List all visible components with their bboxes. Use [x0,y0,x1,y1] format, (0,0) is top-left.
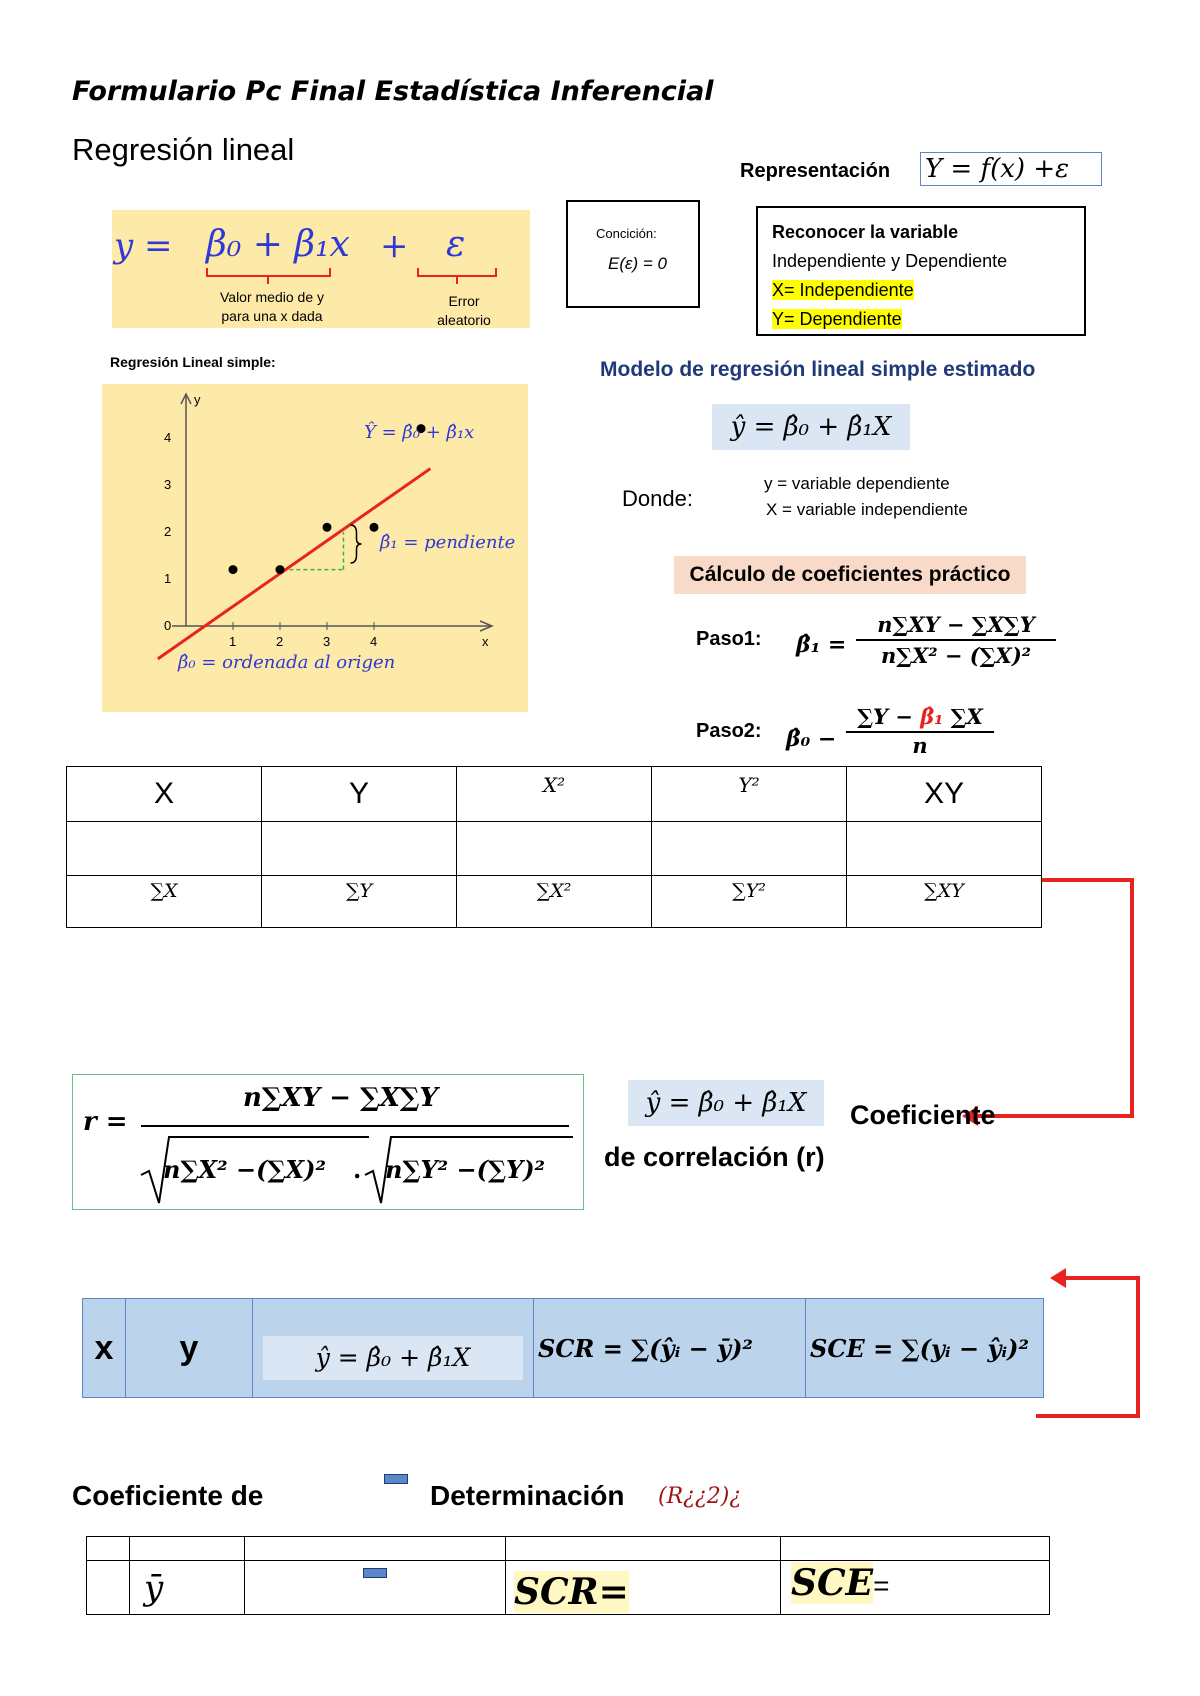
estimated-model-title: Modelo de regresión lineal simple estimado [600,358,1036,381]
def-y: y = variable dependiente [764,474,950,493]
sum-x: ∑X [67,876,262,928]
y-axis-label: y [194,392,201,407]
condition-formula: E(ε) = 0 [608,254,667,273]
col-y: y [126,1299,253,1398]
model-y: y = [114,226,173,266]
correlation-label-line1: Coeficiente [850,1100,996,1130]
table-cell[interactable] [506,1537,781,1561]
table-cell[interactable] [781,1537,1050,1561]
minus-icon [363,1568,387,1578]
header-y: Y [262,767,457,822]
model-plus: + [380,226,409,266]
arrow-from-table [1036,1278,1138,1416]
condition-title: Concición: [596,226,657,241]
x-axis-label: x [482,634,489,649]
x-tick-label: 2 [276,634,284,649]
step2-num-a: ∑Y − [857,704,913,729]
sce-equals: = [873,1570,890,1601]
section-title: Regresión lineal [72,132,295,167]
intercept-label: β̂₀ = ordenada al origen [178,652,396,673]
col-scr: SCR = ∑(ŷᵢ − ȳ)² [534,1299,806,1398]
minus-icon [384,1474,408,1484]
correlation-formula-box [72,1074,584,1210]
table-cell[interactable] [87,1561,130,1615]
table-cell[interactable] [87,1537,130,1561]
dependent-line: Y= Dependiente [772,309,902,329]
determination-label-b: Determinación [430,1480,625,1511]
step2-denominator: n [912,733,928,758]
table-cell[interactable] [245,1537,506,1561]
r-den-a: n∑X² −(∑X)² [163,1155,327,1184]
def-x: X = variable independiente [766,500,968,519]
ybar-cell: ȳ [130,1561,245,1615]
y-tick-label: 3 [164,477,172,492]
header-x: X [67,767,262,822]
determination-symbol: (R¿¿2)¿ [658,1484,742,1509]
arrow-to-correlation [968,880,1132,1116]
slope-label: β̂₁ = pendiente [380,532,516,553]
col-model [253,1299,534,1398]
page-title: Formulario Pc Final Estadística Inferencial [72,76,714,107]
determination-label-a: Coeficiente de [72,1480,264,1511]
representation-formula: Y = f(x) +ε [920,152,1102,186]
step2-num-b: β̂₁ [920,704,944,729]
step2-num-c: ∑X [950,704,983,729]
y-tick-label: 4 [164,430,172,445]
step2-lhs: β̂₀ − [786,726,837,752]
model-beta-terms: β₀ + β₁x [206,224,350,265]
mean-note: Valor medio de y para una x dada [219,289,324,324]
arrow-head-table [1050,1268,1066,1288]
sum-xy: ∑XY [847,876,1042,928]
header-x2: X² [457,767,652,822]
step1-lhs: β̂₁ = [796,632,847,658]
error-note: Error aleatorio [437,293,491,328]
variable-subtitle: Independiente y Dependiente [772,251,1008,271]
x-tick-label: 3 [323,634,331,649]
representation-label: Representación [740,160,891,182]
table-cell[interactable] [130,1537,245,1561]
estimated-model-formula: ŷ = β̂₀ + β̂₁X [712,404,910,450]
independent-line: X= Independiente [772,280,914,300]
header-xy: XY [847,767,1042,822]
blue-model-formula: ŷ = β̂₀ + β̂₁X [263,1336,523,1380]
header-y2: Y² [652,767,847,822]
minus-cell [245,1561,506,1615]
sce-label: SCE [791,1562,874,1604]
sum-y2: ∑Y² [652,876,847,928]
col-x: x [83,1299,126,1398]
practical-title: Cálculo de coeficientes práctico [674,556,1026,594]
sce-cell [781,1561,1050,1615]
sqrt-signs [73,1075,585,1211]
step1-numerator: n∑XY − ∑X∑Y [856,612,1056,641]
donde-label: Donde: [622,486,693,511]
simple-regression-label: Regresión Lineal simple: [110,354,276,370]
sum-x2: ∑X² [457,876,652,928]
scr-label: SCR= [514,1571,629,1613]
sum-squares-table [82,1298,1044,1398]
step1-label: Paso1: [696,628,762,650]
variable-title: Reconocer la variable [772,222,959,242]
col-sce: SCE = ∑(yᵢ − ŷᵢ)² [806,1299,1044,1398]
r-den-b: n∑Y² −(∑Y)² [385,1155,546,1184]
y-tick-label: 2 [164,524,172,539]
scr-cell [506,1561,781,1615]
correlation-label-line2: de correlación (r) [604,1142,825,1172]
x-tick-label: 4 [370,634,378,649]
fit-line-label: Ŷ = β̂₀ + β̂₁x [364,422,475,443]
sum-y: ∑Y [262,876,457,928]
r-lhs: r = [83,1107,128,1137]
determination-table [86,1536,1050,1615]
y-tick-label: 1 [164,571,172,586]
r-numerator: n∑XY − ∑X∑Y [243,1083,438,1113]
model-epsilon: ε [446,224,466,265]
step2-label: Paso2: [696,720,762,742]
x-tick-label: 1 [229,634,237,649]
correlation-model-formula: ŷ = β̂₀ + β̂₁X [628,1080,824,1126]
r-den-sep: . [353,1155,362,1184]
step1-denominator: n∑X² − (∑X)² [881,643,1031,668]
y-tick-label: 0 [164,618,172,633]
